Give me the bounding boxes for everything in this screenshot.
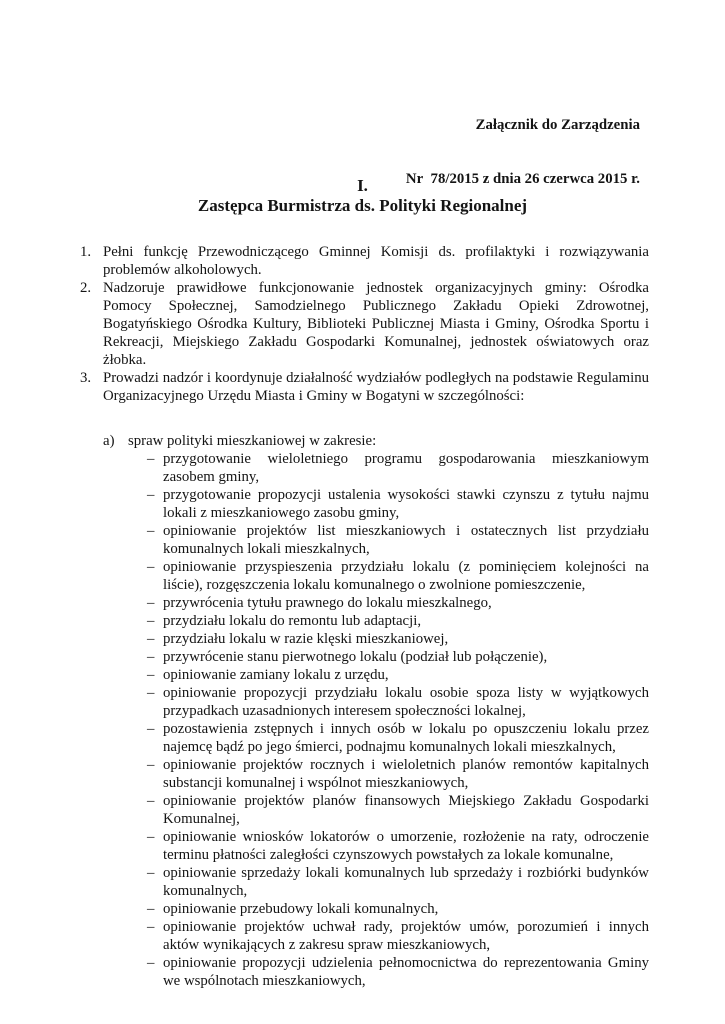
dash-item	[80, 486, 649, 522]
dash-bullet: –	[147, 685, 155, 701]
item-text: Pełni funkcję Przewodniczącego Gminnej Komisji ds. profilaktyki i rozwiązywania problemów alkoholowych.	[103, 244, 649, 278]
dash-bullet: –	[147, 613, 155, 629]
dash-item-text: opiniowanie projektów uchwał rady, projektów umów, porozumień i innych aktów wynikających z zakresu spraw mieszkaniowych,	[163, 919, 649, 953]
dash-item-text: przygotowanie wieloletniego programu gospodarowania mieszkaniowym zasobem gminy,	[163, 451, 649, 485]
dash-item-text: przywrócenie stanu pierwotnego lokalu (podział lub połączenie),	[163, 649, 548, 665]
dash-bullet: –	[147, 631, 155, 647]
dash-item	[80, 450, 649, 486]
dash-item	[80, 648, 649, 666]
dash-item-text: opiniowanie projektów rocznych i wieloletnich planów remontów kapitalnych substancji komunalnej i wspólnot mieszkaniowych,	[163, 757, 649, 791]
numbered-list	[80, 243, 649, 405]
dash-item-text: przydziału lokalu w razie klęski mieszkaniowej,	[163, 631, 449, 647]
item-number: 1.	[80, 244, 92, 260]
dash-item-text: pozostawienia zstępnych i innych osób w lokalu po opuszczeniu lokalu przez najemcę bądź po jego śmierci, podnajmu komunalnych lokali mieszkalnych,	[163, 721, 649, 755]
dash-bullet: –	[147, 829, 155, 845]
item-text: Nadzoruje prawidłowe funkcjonowanie jednostek organizacyjnych gminy: Ośrodka Pomocy Społecznej, Samodzielnego Publicznego Zakładu Opieki Zdrowotnej, Bogatyńskiego Ośrodka Kultury, Biblioteki Publicznej Miasta i Gminy, Ośrodka Sportu i Rekreacji, Miejskiego Zakładu Gospodarki Komunalnej, jednostek oświatowych oraz żłobka.	[103, 280, 649, 368]
dash-item-text: opiniowanie sprzedaży lokali komunalnych lub sprzedaży i rozbiórki budynków komunalnych,	[163, 865, 649, 899]
dash-item-text: przydziału lokalu do remontu lub adaptacji,	[163, 613, 422, 629]
dash-item	[80, 792, 649, 828]
dash-bullet: –	[147, 955, 155, 971]
dash-bullet: –	[147, 649, 155, 665]
dash-item-text: opiniowanie propozycji przydziału lokalu osobie spoza listy w wyjątkowych przypadkach uzasadnionych interesem społeczności lokalnej,	[163, 685, 649, 719]
dash-list	[80, 450, 649, 990]
dash-bullet: –	[147, 757, 155, 773]
dash-item-text: opiniowanie projektów planów finansowych Miejskiego Zakładu Gospodarki Komunalnej,	[163, 793, 649, 827]
section-title	[0, 176, 725, 216]
dash-item-text: opiniowanie przyspieszenia przydziału lokalu (z pominięciem kolejności na liście), rozgęszczenia lokalu komunalnego o zwolnione pomieszczenie,	[163, 559, 649, 593]
dash-bullet: –	[147, 559, 155, 575]
dash-item	[80, 522, 649, 558]
dash-item	[80, 756, 649, 792]
dash-bullet: –	[147, 595, 155, 611]
dash-bullet: –	[147, 865, 155, 881]
subsection-a	[80, 432, 649, 450]
numbered-item	[80, 243, 649, 279]
numbered-item	[80, 369, 649, 405]
dash-item-text: opiniowanie wniosków lokatorów o umorzenie, rozłożenie na raty, odroczenie terminu płatności zaległości czynszowych powstałych za lokale komunalne,	[163, 829, 649, 863]
dash-bullet: –	[147, 451, 155, 467]
dash-item	[80, 954, 649, 990]
attachment-note-line2: Nr 78/2015 z dnia 26 czerwca 2015 r.	[405, 171, 640, 187]
dash-item	[80, 828, 649, 864]
dash-item-text: przywrócenia tytułu prawnego do lokalu mieszkalnego,	[163, 595, 492, 611]
item-number: 2.	[80, 280, 92, 296]
numbered-item	[80, 279, 649, 369]
dash-item-text: opiniowanie zamiany lokalu z urzędu,	[163, 667, 389, 683]
document-body	[80, 243, 649, 990]
dash-item	[80, 558, 649, 594]
dash-item	[80, 666, 649, 684]
item-text: Prowadzi nadzór i koordynuje działalność wydziałów podległych na podstawie Regulaminu Organizacyjnego Urzędu Miasta i Gminy w Bogatyni w szczególności:	[103, 370, 649, 404]
dash-bullet: –	[147, 487, 155, 503]
dash-item	[80, 594, 649, 612]
attachment-note-line1: Załącznik do Zarządzenia	[475, 117, 640, 133]
dash-bullet: –	[147, 523, 155, 539]
dash-item	[80, 864, 649, 900]
dash-item	[80, 918, 649, 954]
dash-item	[80, 612, 649, 630]
dash-item-text: opiniowanie przebudowy lokali komunalnych,	[163, 901, 439, 917]
item-number: 3.	[80, 370, 92, 386]
dash-item	[80, 900, 649, 918]
dash-bullet: –	[147, 919, 155, 935]
dash-item-text: opiniowanie projektów list mieszkaniowych i ostatecznych list przydziału komunalnych lokali mieszkalnych,	[163, 523, 649, 557]
dash-bullet: –	[147, 721, 155, 737]
dash-bullet: –	[147, 793, 155, 809]
dash-bullet: –	[147, 667, 155, 683]
dash-item-text: przygotowanie propozycji ustalenia wysokości stawki czynszu z tytułu najmu lokali z mieszkaniowego zasobu gminy,	[163, 487, 649, 521]
section-numeral: I.	[357, 176, 368, 195]
section-subtitle: Zastępca Burmistrza ds. Polityki Regionalnej	[197, 196, 528, 215]
dash-bullet: –	[147, 901, 155, 917]
dash-item	[80, 684, 649, 720]
dash-item-text: opiniowanie propozycji udzielenia pełnomocnictwa do reprezentowania Gminy we wspólnotach mieszkaniowych,	[163, 955, 649, 989]
subsection-marker: a)	[103, 433, 115, 449]
subsection-label: spraw polityki mieszkaniowej w zakresie:	[128, 433, 377, 449]
dash-item	[80, 630, 649, 648]
dash-item	[80, 720, 649, 756]
